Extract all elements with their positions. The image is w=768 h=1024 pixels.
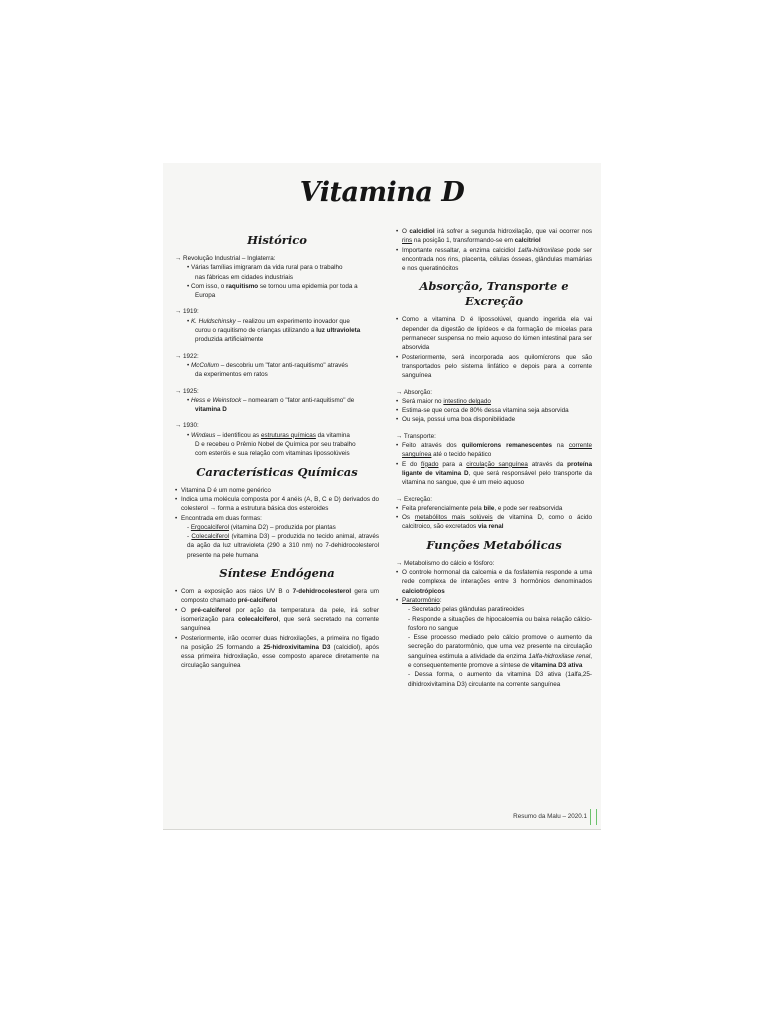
text-line: • Com isso, o raquitismo se tornou uma epidemia por toda a <box>187 282 358 290</box>
bold-term: luz ultravioleta <box>316 327 361 335</box>
bullet-item: • Estima-se que cerca de 80% dessa vitamina seja absorvida <box>396 406 592 415</box>
bullet-item: • Será maior no intestino delgado <box>396 397 592 406</box>
text-line: • Hess e Weinstock – nomearam o "fator anti-raquitismo" de <box>187 396 355 404</box>
section-heading-quimicas: Características Químicas <box>196 464 358 479</box>
bullet-item: • O pré-calciferol por ação da temperatura da pele, irá sofrer isomerização para colecalciferol, que será secretado na corrente sanguínea <box>175 606 379 634</box>
bullet-item: • Indica uma molécula composta por 4 anéis (A, B, C e D) derivados do colesterol → forma a estrutura básica dos esteroides <box>175 495 379 514</box>
text-line: - Dessa forma, o aumento da vitamina D3 ativa (1alfa,25-dihidroxivitamina D3) circulante na corrente sanguínea <box>408 671 592 688</box>
bullet-item: • Vitamina D é um nome genérico <box>175 486 379 495</box>
section-heading-absorcao: Absorção, Transporte e Excreção <box>419 279 569 309</box>
text-line: → Metabolismo do cálcio e fósforo: <box>396 559 495 567</box>
text-line: • Windaus – identificou as estruturas químicas da vitamina <box>187 431 350 439</box>
section-heading-sintese: Síntese Endógena <box>219 566 335 581</box>
bullet-item: • E do fígado para a circulação sanguínea através da proteína ligante de vitamina D, que será responsável pelo transporte da vitamina no sangue, que é um meio aquoso <box>396 460 592 488</box>
left-column <box>175 231 379 671</box>
bullet-item: • Com a exposição aos raios UV B o 7-dehidrocolesterol gera um composto chamado pré-calciferol <box>175 587 379 606</box>
bullet-item: • Encontrada em duas formas: <box>175 514 379 523</box>
text-line: curou o raquitismo de crianças utilizando a luz ultravioleta <box>195 327 361 335</box>
bold-term: raquitismo <box>225 282 259 290</box>
footer-credit: Resumo da Malu – 2020.1 <box>513 813 587 820</box>
text-line: → Transporte: <box>396 432 436 440</box>
text-line: - Responde a situações de hipocalcemia ou baixa relação cálcio-fosforo no sangue <box>408 615 592 632</box>
text-line: - Ergocalciferol (vitamina D2) – produzida por plantas <box>187 523 336 531</box>
text-line: → 1922: <box>175 352 199 360</box>
text-line: produzida artificialmente <box>195 336 264 344</box>
bold-term: vitamina D <box>195 406 227 414</box>
text-line: • Várias famílias imigraram da vida rural para o trabalho <box>187 264 343 272</box>
text-line: da experimentos em ratos <box>195 371 268 379</box>
bullet-item: • Posteriormente, irão ocorrer duas hidroxilações, a primeira no fígado na posição 25 formando a 25-hidroxivitamina D3 (calcidiol), após essa primeira hidroxilação, esse composto aparece diretamente na circulação sanguínea <box>175 634 379 671</box>
section-heading-historico: Histórico <box>247 233 307 247</box>
text-line <box>175 405 379 414</box>
bullet-item: • O controle hormonal da calcemia e da fosfatemia responde a uma rede complexa de interações entre 3 hormônios denominados calciotrópicos <box>396 568 592 596</box>
bullet-item: • Importante ressaltar, a enzima calcidiol 1alfa-hidroxilase pode ser encontrada nos rins, placenta, células ósseas, glândulas mamárias e nos queratinócitos <box>396 246 592 274</box>
bullet-item: • Os metabólitos mais solúveis de vitamina D, como o ácido calcitroico, são excretados via renal <box>396 513 592 532</box>
document-page <box>163 163 601 829</box>
text-line: → 1930: <box>175 422 199 430</box>
text-line: com esteróis e sua relação com vitaminas lipossolúveis <box>195 450 350 458</box>
text-line: • K. Huldschinsky – realizou um experimento inovador que <box>187 317 350 325</box>
bullet-item: • Feito através dos quilomícrons remanescentes na corrente sanguínea até o tecido hepático <box>396 441 592 460</box>
text-line: - Esse processo mediado pelo cálcio promove o aumento da secreção do paratormônio, que uma vez presente na circulação sanguínea estimula a atividade da enzima 1alfa-hidroxilase renal, e consequentemente promove a síntese de vitamina D3 ativa <box>408 634 592 669</box>
text-line: → Absorção: <box>396 388 433 396</box>
text-line: - Colecalciferol (vitamina D3) – produzida no tecido animal, através da ação da luz ultravioleta (290 a 310 nm) no 7-dehidrocolesterol presente na pele humana <box>187 533 379 559</box>
text-line: Europa <box>195 292 216 300</box>
bullet-item: • Paratormônio: <box>396 596 592 605</box>
bullet-item: • Ou seja, possui uma boa disponibilidade <box>396 415 592 424</box>
bullet-item: • Como a vitamina D é lipossolúvel, quando ingerida ela vai depender da digestão de lipídeos e da formação de micelas para permanecer suspensa no meio aquoso do lúmen intestinal para ser absorvida <box>396 315 592 352</box>
text-line: - Secretado pelas glândulas paratireoides <box>408 606 525 614</box>
bullet-item: • Feita preferencialmente pela bile, e pode ser reabsorvida <box>396 504 592 513</box>
text-line: • McCollum – descobriu um "fator anti-raquitismo" através <box>187 361 349 369</box>
text-line: → Revolução Industrial – Inglaterra: <box>175 255 276 262</box>
text-line: D e recebeu o Prêmio Nobel de Química por seu trabalho <box>195 441 356 449</box>
footer-mark-icon <box>590 809 597 825</box>
page-title: Vitamina D <box>299 177 465 208</box>
right-column <box>396 227 592 689</box>
page-bottom-rule <box>163 829 601 830</box>
text-line: → 1925: <box>175 387 199 395</box>
text-line: → Excreção: <box>396 495 433 503</box>
text-line: → 1919: <box>175 308 199 316</box>
bullet-item: • Posteriormente, será incorporada aos quilomícrons que são transportados pelo sistema linfático e depois para a corrente sanguínea <box>396 353 592 381</box>
bullet-item: • O calcidiol irá sofrer a segunda hidroxilação, que vai ocorrer nos rins na posição 1, transformando-se em calcitriol <box>396 227 592 246</box>
section-heading-funcoes: Funções Metabólicas <box>426 537 562 552</box>
text-line: nas fábricas em cidades industriais <box>195 273 293 281</box>
